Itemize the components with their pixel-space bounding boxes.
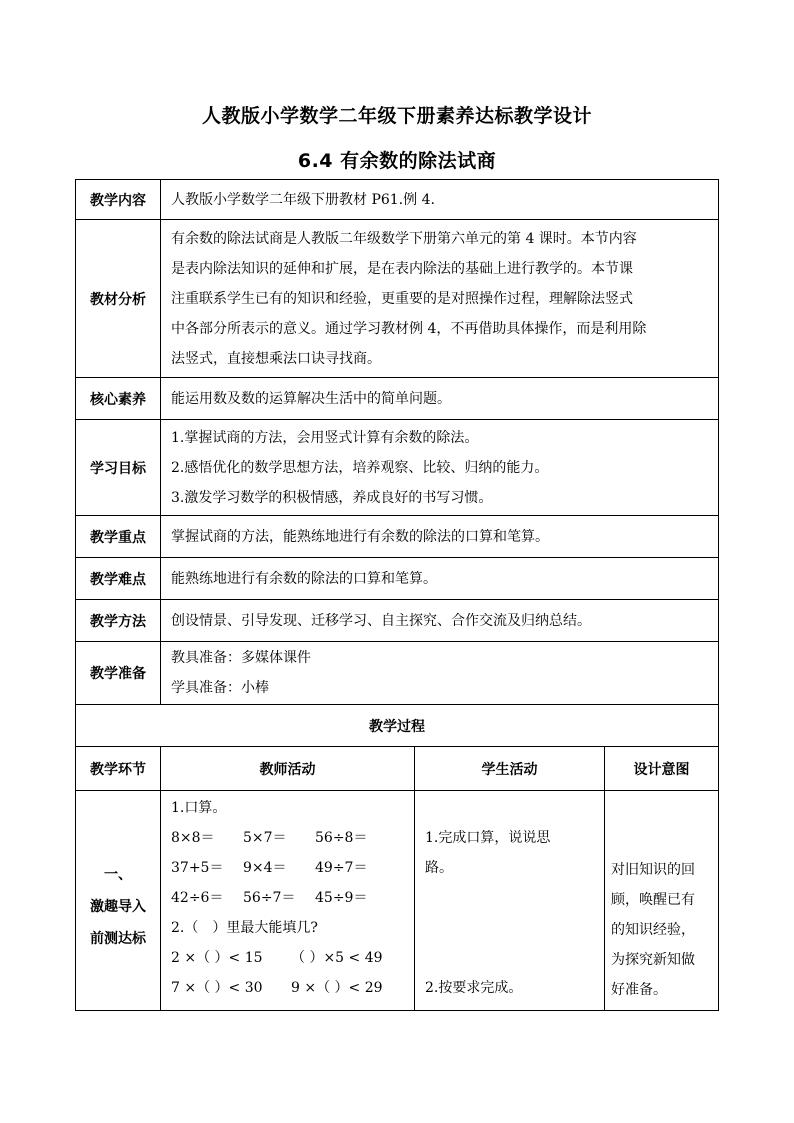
step-1-label (76, 791, 161, 1011)
goal-item: 1.掌握试商的方法，会用竖式计算有余数的除法。 (171, 429, 479, 446)
value-difficulty: 能熟练地进行有余数的除法的口算和笔算。 (161, 558, 719, 600)
lesson-title: 6.4 有余数的除法试商 (297, 150, 497, 172)
label-teaching-content: 教学内容 (76, 180, 161, 220)
analysis-line: 法竖式，直接想乘法口诀寻找商。 (171, 350, 381, 367)
calc-row (171, 823, 404, 853)
calc-item: 42÷6＝ (171, 890, 224, 906)
value-material-analysis (161, 220, 719, 378)
lesson-plan-table (75, 179, 719, 1011)
value-teaching-content: 人教版小学数学二年级下册教材 P61.例 4. (161, 180, 719, 220)
row-key-points (76, 516, 719, 558)
intent-line: 为探究新知做 (611, 952, 695, 968)
step-1-teacher-activity (161, 791, 415, 1011)
calc-item: 56÷7＝ (243, 890, 296, 906)
calc-item: 5×7＝ (243, 830, 287, 846)
student-item-2: 2.按要求完成。 (425, 980, 523, 996)
intent-line: 对旧知识的回 (611, 862, 695, 878)
row-teaching-content (76, 180, 719, 220)
row-material-analysis (76, 220, 719, 378)
value-teaching-method: 创设情景、引导发现、迁移学习、自主探究、合作交流及归纳总结。 (161, 600, 719, 642)
calc-item: 8×8＝ (171, 830, 215, 846)
row-difficulty (76, 558, 719, 600)
label-teaching-method: 教学方法 (76, 600, 161, 642)
inequality-item: （ ）×5 < 49 (291, 950, 383, 966)
label-core-literacy: 核心素养 (76, 378, 161, 420)
label-difficulty: 教学难点 (76, 558, 161, 600)
goal-item: 3.激发学习数学的积极情感，养成良好的书写习惯。 (171, 489, 493, 506)
step-1-design-intent (605, 791, 719, 1011)
document-title: 人教版小学数学二年级下册素养达标教学设计 (201, 105, 592, 127)
inequality-item: 2 ×（ ）< 15 (171, 950, 263, 966)
value-core-literacy: 能运用数及数的运算解决生活中的简单问题。 (161, 378, 719, 420)
intent-line: 的知识经验， (611, 922, 695, 938)
label-material-analysis: 教材分析 (76, 220, 161, 378)
col-header-intent: 设计意图 (605, 747, 719, 791)
col-header-stage: 教学环节 (76, 747, 161, 791)
row-process-header (76, 705, 719, 747)
value-learning-goals (161, 420, 719, 516)
calc-row (171, 853, 404, 883)
analysis-line: 注重联系学生已有的知识和经验，更重要的是对照操作过程，理解除法竖式 (171, 290, 633, 307)
calc-item: 56÷8＝ (315, 830, 368, 846)
label-key-points: 教学重点 (76, 516, 161, 558)
row-teaching-prep (76, 642, 719, 705)
label-learning-goals: 学习目标 (76, 420, 161, 516)
calc-item: 49÷7＝ (315, 860, 368, 876)
teacher-heading-fill-blank: 2.（ ）里最大能填几? (171, 920, 318, 936)
analysis-line: 中各部分所表示的意义。通过学习教材例 4，不再借助具体操作，而是利用除 (171, 320, 647, 337)
step-1-title-line: 激趣导入 (90, 898, 146, 915)
col-header-student: 学生活动 (415, 747, 605, 791)
student-item-1: 1.完成口算，说说思 (425, 830, 551, 846)
calc-row (171, 883, 404, 913)
step-1-student-activity (415, 791, 605, 1011)
value-key-points: 掌握试商的方法，能熟练地进行有余数的除法的口算和笔算。 (161, 516, 719, 558)
inequality-row (171, 973, 404, 1003)
student-item-1-cont: 路。 (425, 860, 453, 876)
calc-item: 9×4＝ (243, 860, 287, 876)
row-column-headers (76, 747, 719, 791)
col-header-teacher: 教师活动 (161, 747, 415, 791)
label-teaching-prep: 教学准备 (76, 642, 161, 705)
inequality-item: 9 ×（ ）< 29 (291, 980, 383, 996)
goal-item: 2.感悟优化的数学思想方法，培养观察、比较、归纳的能力。 (171, 459, 549, 476)
analysis-line: 是表内除法知识的延伸和扩展，是在表内除法的基础上进行教学的。本节课 (171, 260, 633, 277)
analysis-line: 有余数的除法试商是人教版二年级数学下册第六单元的第 4 课时。本节内容 (171, 230, 637, 247)
step-1-number: 一、 (104, 866, 132, 883)
row-step-1 (76, 791, 719, 1011)
row-core-literacy (76, 378, 719, 420)
row-teaching-method (76, 600, 719, 642)
calc-item: 45÷9＝ (315, 890, 368, 906)
intent-line: 好准备。 (611, 982, 667, 998)
value-teaching-prep (161, 642, 719, 705)
prep-line: 学具准备：小棒 (171, 680, 269, 696)
prep-line: 教具准备：多媒体课件 (171, 650, 311, 666)
process-header: 教学过程 (76, 705, 719, 747)
inequality-row (171, 943, 404, 973)
row-learning-goals (76, 420, 719, 516)
calc-item: 37+5＝ (171, 860, 224, 876)
inequality-item: 7 ×（ ）< 30 (171, 980, 263, 996)
step-1-title-line: 前测达标 (90, 930, 146, 947)
teacher-heading-oral-calc: 1.口算。 (171, 800, 227, 816)
intent-line: 顾，唤醒已有 (611, 892, 695, 908)
